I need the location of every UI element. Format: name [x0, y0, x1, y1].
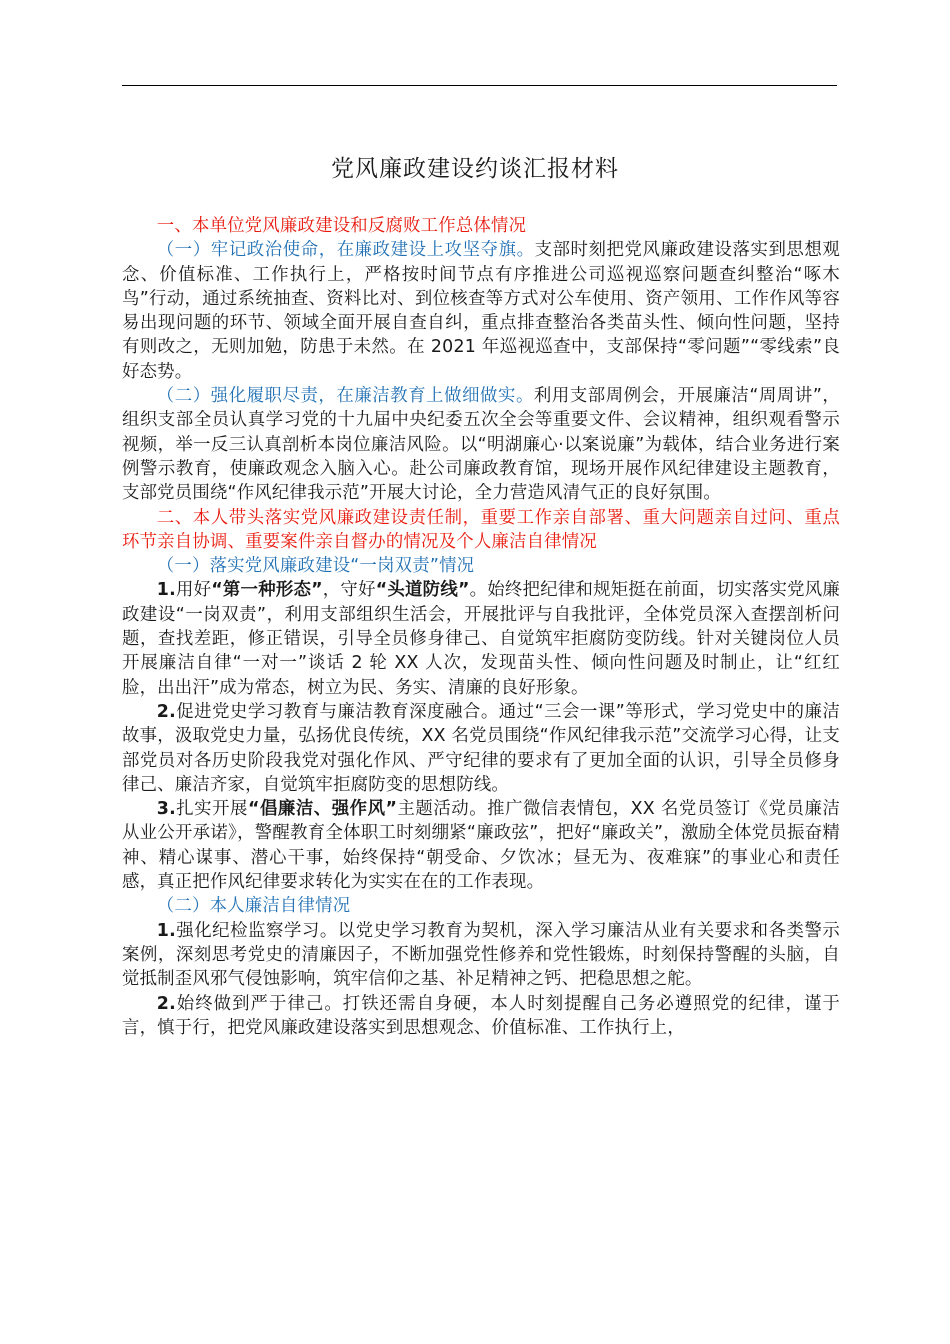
document-title: 党风廉政建设约谈汇报材料	[331, 156, 619, 182]
section-1-paragraph-2-text: 利用支部周例会，开展廉洁“周周讲”，组织支部全员认真学习党的十九届中央纪委五次全会等重要文件、会议精神，组织观看警示视频，举一反三认真剖析本岗位廉洁风险。以“明湖廉心·以案说廉”为载体，结合业务进行案例警示教育，使廉政观念入脑入心。赴公司廉政教育馆，现场开展作风纪律建设主题教育，支部党员围绕“作风纪律我示范”开展大讨论，全力营造风清气正的良好氛围。	[122, 386, 841, 504]
section-1-heading: 一、本单位党风廉政建设和反腐败工作总体情况	[156, 216, 527, 236]
item-1-text-c: ，守好	[322, 580, 376, 601]
self-item-1-number: 1.	[156, 920, 176, 941]
section-2-subheading-2: （二）本人廉洁自律情况	[156, 896, 351, 917]
section-2-self-item-2	[122, 992, 840, 1041]
item-2-text: 促进党史学习教育与廉洁教育深度融合。通过“三会一课”等形式，学习党史中的廉洁故事，汲取党史力量，弘扬优良传统，XX 名党员围绕“作风纪律我示范”交流学习心得，让支部党员对各历史阶段我党对强化作风、严守纪律的要求有了更加全面的认识，引导全员修身律己、廉洁齐家，自觉筑牢拒腐防变的思想防线。	[122, 701, 840, 795]
section-1-paragraph-1	[122, 238, 840, 384]
section-1-paragraph-2	[122, 384, 840, 505]
item-3-number: 3.	[156, 799, 176, 820]
item-3-text-c: 主题活动。推广微信表情包，XX 名党员签订《党员廉洁从业公开承诺》，警醒教育全体职工时刻绷紧“廉政弦”，把好“廉政关”，激励全体党员振奋精神、精心谋事、潜心干事，始终保持“朝受命、夕饮冰；昼无为、夜难寐”的事业心和责任感，真正把作风纪律要求转化为实实在在的工作表现。	[122, 799, 840, 893]
section-2-item-3	[122, 797, 840, 894]
section-1-paragraph-1-text: 支部时刻把党风廉政建设落实到思想观念、价值标准、工作执行上，严格按时间节点有序推进公司巡视巡察问题查纠整治“啄木鸟”行动，通过系统抽查、资料比对、到位核查等方式对公车使用、资产领用、工作作风等容易出现问题的环节、领域全面开展自查自纠，重点排查整治各类苗头性、倾向性问题，坚持有则改之，无则加勉，防患于未然。在 2021 年巡视巡查中，支部保持“零问题”“零线索”良好态势。	[122, 240, 840, 382]
item-3-text-a: 扎实开展	[175, 799, 248, 820]
self-item-2-number: 2.	[156, 993, 176, 1014]
section-2-self-item-1	[122, 919, 840, 992]
section-1-paragraph-1-lead: （一）牢记政治使命，在廉政建设上攻坚夺旗。	[156, 240, 535, 261]
item-1-text-a: 用好	[175, 580, 212, 601]
section-2-item-2	[122, 700, 840, 797]
section-1-paragraph-2-lead: （二）强化履职尽责，在廉洁教育上做细做实。	[156, 386, 534, 407]
item-1-number: 1.	[156, 580, 176, 601]
section-2-heading: 二、本人带头落实党风廉政建设责任制，重要工作亲自部署、重大问题亲自过问、重点环节亲自协调、重要案件亲自督办的情况及个人廉洁自律情况	[122, 507, 840, 552]
document-body	[122, 214, 840, 1040]
item-1-text-b: “第一种形态”	[211, 580, 323, 601]
section-2-subheading-1: （一）落实党风廉政建设“一岗双责”情况	[156, 556, 475, 577]
item-2-number: 2.	[156, 701, 176, 722]
self-item-1-text: 强化纪检监察学习。以党史学习教育为契机，深入学习廉洁从业有关要求和各类警示案例，深刻思考党史的清廉因子，不断加强党性修养和党性锻炼，时刻保持警醒的头脑，自觉抵制歪风邪气侵蚀影响，筑牢信仰之基、补足精神之钙、把稳思想之舵。	[122, 920, 840, 990]
header-rule	[122, 85, 837, 86]
item-1-text-e: 。始终把纪律和规矩挺在前面，切实落实党风廉政建设“一岗双责”，利用支部组织生活会，开展批评与自我批评，全体党员深入查摆剖析问题，查找差距，修正错误，引导全员修身律己、自觉筑牢拒腐防变防线。针对关键岗位人员开展廉洁自律“一对一”谈话 2 轮 XX 人次，发现苗头性、倾向性问题及时制止，让“红红脸，出出汗”成为常态，树立为民、务实、清廉的良好形象。	[122, 580, 841, 698]
self-item-2-text: 始终做到严于律己。打铁还需自身硬，本人时刻提醒自己务必遵照党的纪律，谨于言，慎于行，把党风廉政建设落实到思想观念、价值标准、工作执行上，	[122, 993, 840, 1038]
item-1-text-d: “头道防线”	[375, 580, 470, 601]
section-2-item-1	[122, 578, 840, 699]
item-3-text-b: “倡廉洁、强作风”	[248, 799, 398, 820]
